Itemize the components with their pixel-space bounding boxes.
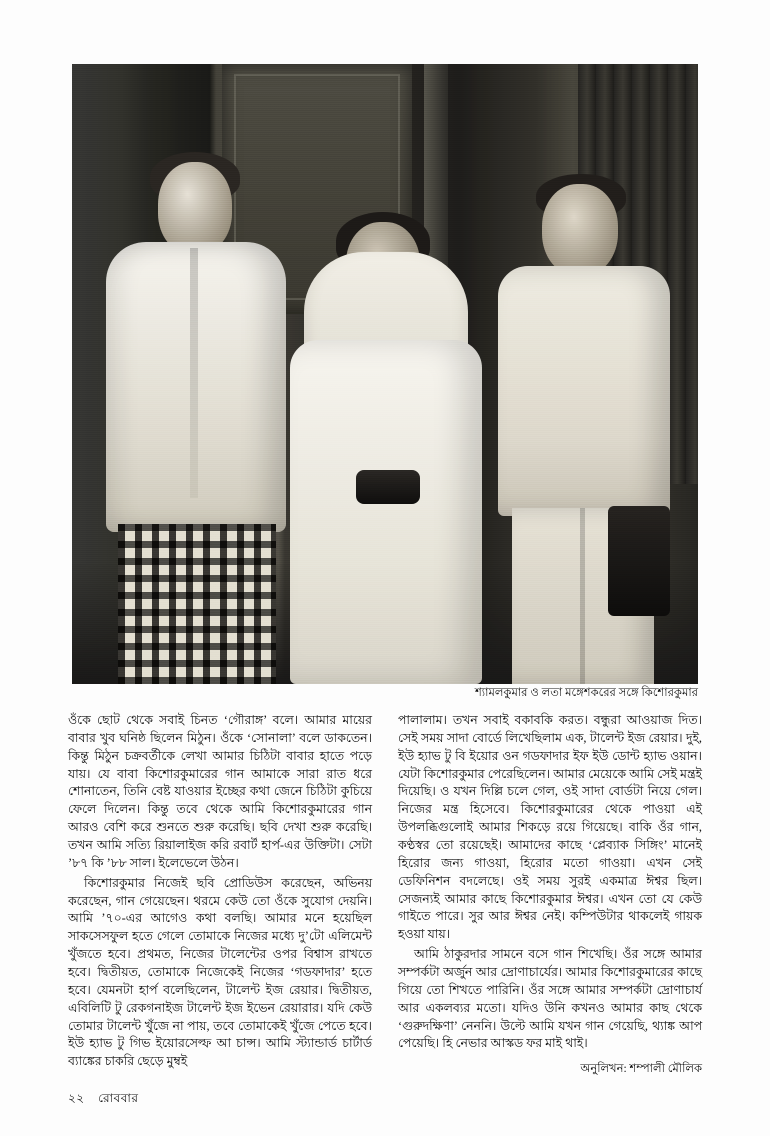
- hands-holding-object: [356, 470, 420, 504]
- handbag: [608, 506, 670, 616]
- person-left: [100, 156, 290, 684]
- kurta: [106, 242, 286, 532]
- face: [542, 184, 618, 276]
- article-byline: অনুলিখন: শম্পালী মৌলিক: [580, 1063, 702, 1076]
- article-photograph: [72, 64, 698, 684]
- page-footer: [68, 1090, 139, 1110]
- photo-caption: শ্যামলকুমার ও লতা মঙ্গেশকরের সঙ্গে কিশোরকুমার: [474, 687, 698, 699]
- paragraph: পালালাম। তখন সবাই বকাবকি করত। বন্ধুরা আওয়াজ দিত। সেই সময় সাদা বোর্ডে লিখেছিলাম এক, টালেন্ট ইজ রেয়ার। দুই, ইউ হ্যাভ টু বি ইয়োর ওন গডফাদার ইফ ইউ ডোন্ট হ্যাভ ওয়ান। যেটা কিশোরকুমার পেরেছিলেন। আমার মেয়েকে আমি সেই মন্ত্রই দিয়েছি। ও যখন দিল্লি চলে গেল, ওই সাদা বোর্ডটা নিয়ে গেল। নিজের মন্ত্র হিসেবে। কিশোরকুমারের থেকে পাওয়া এই উপলব্ধিগুলোই আমার শিকড়ে রয়ে গিয়েছে। বাকি ওঁর গান, কণ্ঠস্বর তো রয়েছেই। আমাদের কাছে ‘প্লেব্যাক সিঙ্গিং’ মানেই হিরোর জন্য গাওয়া, হিরোর মতো গাওয়া। এখন সেই ডেফিনিশন বদলেছে। ওই সময় সুরই একমাত্র ঈশ্বর ছিল। সেজন্যই আমার কাছে কিশোরকুমার ঈশ্বর। এখন তো যে কেউ গাইতে পারে। সুর আর ঈশ্বর নেই। কম্পিউটার থাকলেই গায়ক হওয়া যায়।: [398, 713, 702, 942]
- page-number: ২২: [68, 1091, 85, 1105]
- paragraph: ওঁকে ছোট থেকে সবাই চিনত ‘গৌরাঙ্গ’ বলে। আমার মায়ের বাবার খুব ঘনিষ্ঠ ছিলেন মিঠুন। ওঁকে ‘সোনালা’ বলে ডাকতেন। কিন্তু মিঠুন চক্রবর্তীকে লেখা আমার চিঠিটা বাবার হাতে পড়ে যায়। যে বাবা কিশোরকুমারের গান আমাকে সারা রাত ধরে শোনাতেন, তিনি বেষ্ট যাওয়ার ইচ্ছের কথা জেনে চিঠিটা কুচিয়ে ফেলে দিলেন। কিন্তু তবে থেকে আমি কিশোরকুমারের গান আরও বেশি করে শুনতে শুরু করেছি। ছবি দেখা শুরু করেছি। তখন আমি সত্যি রিয়ালাইজ করি রবার্ট হার্প-এর উক্তিটা। সেটা ’৮৭ কি ’৮৮ সাল। ইলেভেলে উঠন।: [68, 713, 372, 870]
- publication-name: রোববার: [98, 1091, 139, 1105]
- paragraph: কিশোরকুমার নিজেই ছবি প্রোডিউস করেছেন, অভিনয় করেছেন, গান গেয়েছেন। থরমে কেউ তো ওঁকে সুযোগ দেয়নি। আমি ’৭০-এর আগেও কথা বলছি। আমার মনে হয়েছিল সাকসেসফুল হতে গেলে তোমাকে নিজের মধ্যে দু’টো এলিমেন্ট খুঁজতে হবে। প্রথমত, নিজের টালেন্টের ওপর বিশ্বাস রাখতে হবে। দ্বিতীয়ত, তোমাকে নিজেকেই নিজের ‘গডফাদার’ হতে হবে। যেমনটা হার্প বলেছিলেন, টালেন্ট ইজ রেয়ার। দ্বিতীয়ত, এবিলিটি টু রেকগনাইজ টালেন্ট ইজ ইভেন রেয়ারার। যদি কেউ তোমার টালেন্ট খুঁজে না পায়, তবে তোমাকেই খুঁজে পেতে হবে। ইউ হ্যাভ টু গিভ ইয়োরসেল্ফ আ চান্স। আমি স্ট্যান্ডার্ড চার্টার্ড ব্যাঙ্কের চাকরি ছেড়ে মুম্বই: [68, 875, 372, 1069]
- checked-lungi: [118, 524, 276, 684]
- person-center: [284, 212, 484, 684]
- column-right: [398, 712, 702, 1078]
- shirt: [498, 266, 670, 516]
- paragraph: আমি ঠাকুরদার সামনে বসে গান শিখেছি। ওঁর সঙ্গে আমার সম্পর্কটা অর্জুন আর দ্রোণাচার্যের। আমার কিশোরকুমারের কাছে গিয়ে তো শিখতে পারিনি। ওঁর সঙ্গে আমার সম্পর্কটা দ্রোণাচার্য আর একলব্যর মতো। যদিও উনি কখনও আমার কাছ থেকে ‘গুরুদক্ষিণা’ নেননি। উল্টে আমি যখন গান গেয়েছি, থ্যাঙ্ক আপ পেয়েছি। হি নেভার আস্কড ফর মাই থাই।: [398, 947, 702, 1051]
- person-right: [490, 176, 676, 684]
- article-body: [68, 712, 702, 1078]
- face: [158, 162, 232, 254]
- column-left: [68, 712, 372, 1078]
- saree: [290, 340, 482, 684]
